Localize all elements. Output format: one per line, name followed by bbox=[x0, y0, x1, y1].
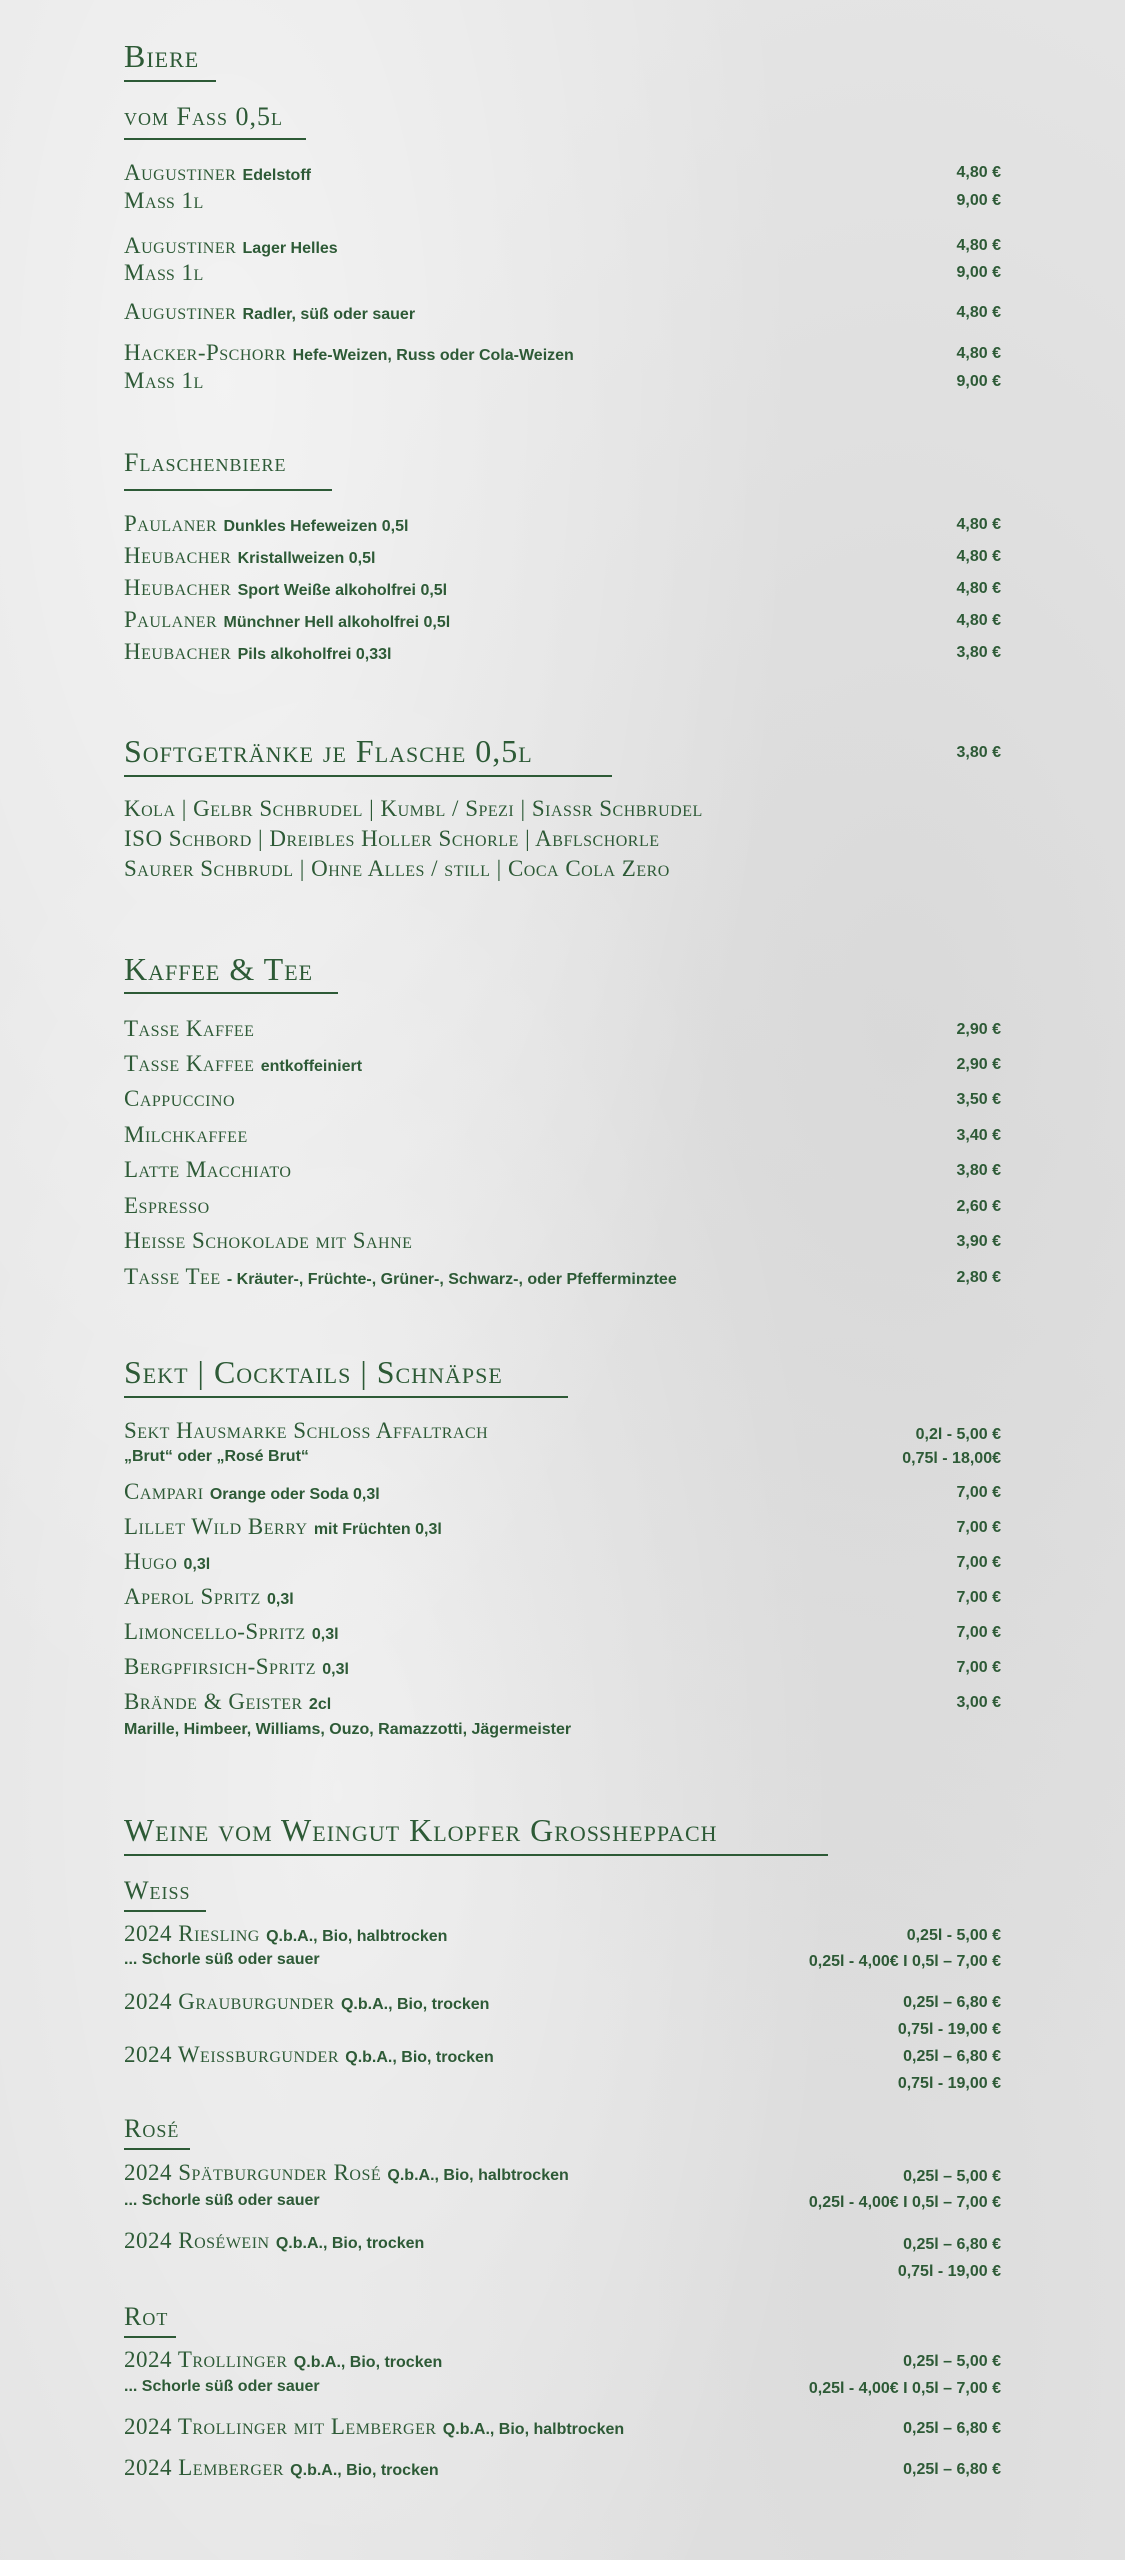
title-underline bbox=[124, 1854, 828, 1856]
item-name: 2024 Roséwein Q.b.A., Bio, trocken bbox=[124, 2228, 425, 2253]
item-price: 7,00 € bbox=[956, 1589, 1001, 1606]
item-price: 7,00 € bbox=[956, 1484, 1001, 1501]
soft-line-3: Saurer Schbrudl | Ohne Alles / still | Coca Cola Zero bbox=[124, 856, 670, 881]
item-name: Espresso bbox=[124, 1193, 210, 1218]
item-desc: - Kräuter-, Früchte-, Grüner-, Schwarz-, oder Pfefferminztee bbox=[226, 1271, 677, 1288]
soft-price: 3,80 € bbox=[956, 744, 1001, 761]
item-desc: Dunkles Hefeweizen 0,5l bbox=[223, 518, 409, 535]
item-desc: Lager Helles bbox=[242, 240, 338, 257]
item-price: 3,00 € bbox=[956, 1694, 1001, 1711]
item-name: Bergpfirsich-Spritz 0,3l bbox=[124, 1654, 349, 1679]
item-desc: Q.b.A., Bio, trocken bbox=[275, 2235, 425, 2252]
item-name: Heubacher Sport Weiße alkoholfrei 0,5l bbox=[124, 575, 448, 600]
item-price: 4,80 € bbox=[956, 237, 1001, 254]
item-name: Cappuccino bbox=[124, 1086, 236, 1111]
item-price: 0,25l – 6,80 € bbox=[903, 2236, 1001, 2253]
item-name: Augustiner Lager Helles bbox=[124, 233, 338, 258]
item-price: 7,00 € bbox=[956, 1659, 1001, 1676]
item-price: 2,60 € bbox=[956, 1198, 1001, 1215]
item-name: Hugo 0,3l bbox=[124, 1549, 211, 1574]
item-desc: 0,3l bbox=[267, 1591, 294, 1608]
item-name: Tasse Kaffee bbox=[124, 1016, 255, 1041]
item-name: Paulaner Münchner Hell alkoholfrei 0,5l bbox=[124, 607, 451, 632]
title-underline bbox=[124, 1396, 568, 1398]
item-price: 0,75l - 19,00 € bbox=[897, 2075, 1001, 2092]
item-price: 9,00 € bbox=[956, 192, 1001, 209]
item-price: 0,25l – 6,80 € bbox=[903, 2420, 1001, 2437]
item-price: 7,00 € bbox=[956, 1554, 1001, 1571]
item-price: 0,25l – 5,00 € bbox=[903, 2168, 1001, 2185]
item-desc: Q.b.A., Bio, halbtrocken bbox=[266, 1928, 448, 1945]
item-name: Paulaner Dunkles Hefeweizen 0,5l bbox=[124, 511, 409, 536]
item-name: Aperol Spritz 0,3l bbox=[124, 1584, 294, 1609]
item-desc: entkoffeiniert bbox=[260, 1058, 363, 1075]
item-price: 0,2l - 5,00 € bbox=[915, 1426, 1001, 1443]
subsection-title-rot: Rot bbox=[124, 2302, 169, 2331]
subsection-title-vom-fass: vom Fass 0,5l bbox=[124, 102, 283, 131]
item-price: 0,25l – 6,80 € bbox=[903, 1994, 1001, 2011]
item-price: 2,80 € bbox=[956, 1269, 1001, 1286]
item-price: 2,90 € bbox=[956, 1056, 1001, 1073]
item-name: Milchkaffee bbox=[124, 1122, 248, 1147]
item-name: 2024 Riesling Q.b.A., Bio, halbtrocken bbox=[124, 1921, 448, 1946]
item-name: 2024 Spätburgunder Rosé Q.b.A., Bio, halbtrocken bbox=[124, 2160, 569, 2185]
item-name: Maß 1l bbox=[124, 188, 204, 213]
item-price: 3,40 € bbox=[956, 1127, 1001, 1144]
item-desc: Q.b.A., Bio, trocken bbox=[290, 2462, 439, 2479]
item-desc: mit Früchten 0,3l bbox=[313, 1521, 442, 1538]
item-price: 4,80 € bbox=[956, 304, 1001, 321]
item-desc: 0,3l bbox=[311, 1626, 339, 1643]
soft-line-1: Kola | Gelbr Schbrudel | Kumbl / Spezi | Siassr Schbrudel bbox=[124, 796, 703, 821]
item-name: Hacker-Pschorr Hefe-Weizen, Russ oder Cola-Weizen bbox=[124, 340, 574, 365]
item-price: 0,25l – 5,00 € bbox=[903, 2353, 1001, 2370]
item-price: 9,00 € bbox=[956, 264, 1001, 281]
item-price: 9,00 € bbox=[956, 373, 1001, 390]
subsection-title-weiss: Weiss bbox=[124, 1876, 191, 1905]
item-name: Heubacher Pils alkoholfrei 0,33l bbox=[124, 639, 392, 664]
item-name: Maß 1l bbox=[124, 368, 204, 393]
item-price: 7,00 € bbox=[956, 1624, 1001, 1641]
item-price: 7,00 € bbox=[956, 1519, 1001, 1536]
title-underline bbox=[124, 2336, 176, 2338]
item-desc: Q.b.A., Bio, trocken bbox=[340, 1996, 490, 2013]
item-desc: Q.b.A., Bio, trocken bbox=[293, 2354, 443, 2371]
soft-line-2: ISO Schbord | Dreibles Holler Schorle | Abflschorle bbox=[124, 826, 660, 851]
item-name: Tasse Kaffee entkoffeiniert bbox=[124, 1051, 363, 1076]
item-desc: Kristallweizen 0,5l bbox=[237, 550, 376, 567]
item-price: 4,80 € bbox=[956, 612, 1001, 629]
subsection-title-rose: Rosé bbox=[124, 2114, 180, 2143]
title-underline bbox=[124, 138, 306, 140]
item-desc: Q.b.A., Bio, halbtrocken bbox=[442, 2421, 625, 2438]
item-sub: Marille, Himbeer, Williams, Ouzo, Ramazzotti, Jägermeister bbox=[124, 1721, 572, 1738]
item-price: 0,25l - 4,00€ I 0,5l – 7,00 € bbox=[808, 2380, 1001, 2397]
item-name: Latte Macchiato bbox=[124, 1157, 292, 1182]
item-name: 2024 Weissburgunder Q.b.A., Bio, trocken bbox=[124, 2042, 494, 2067]
item-desc: Q.b.A., Bio, halbtrocken bbox=[387, 2167, 569, 2184]
item-name: Maß 1l bbox=[124, 260, 204, 285]
item-price: 3,80 € bbox=[956, 644, 1001, 661]
item-desc: Pils alkoholfrei 0,33l bbox=[237, 646, 392, 663]
section-title-softgetraenke: Softgetränke je Flasche 0,5l bbox=[124, 733, 533, 769]
item-desc: 0,3l bbox=[183, 1556, 211, 1573]
item-name: Limoncello-Spritz 0,3l bbox=[124, 1619, 339, 1644]
item-sub: ... Schorle süß oder sauer bbox=[124, 2192, 320, 2209]
item-price: 3,80 € bbox=[956, 1162, 1001, 1179]
item-price: 2,90 € bbox=[956, 1021, 1001, 1038]
section-title-kaffee-tee: Kaffee & Tee bbox=[124, 951, 314, 987]
item-name: Augustiner Edelstoff bbox=[124, 160, 311, 185]
item-price: 0,25l – 6,80 € bbox=[903, 2048, 1001, 2065]
section-title-flaschenbiere: Flaschenbiere bbox=[124, 448, 287, 477]
item-desc: Orange oder Soda 0,3l bbox=[209, 1486, 380, 1503]
item-desc: 2cl bbox=[308, 1696, 332, 1713]
item-price: 0,25l – 6,80 € bbox=[903, 2461, 1001, 2478]
title-underline bbox=[124, 1910, 206, 1912]
title-underline bbox=[124, 489, 332, 491]
item-desc: Münchner Hell alkoholfrei 0,5l bbox=[223, 614, 451, 631]
item-price: 0,75l - 19,00 € bbox=[897, 2021, 1001, 2038]
item-name: Lillet Wild Berry mit Früchten 0,3l bbox=[124, 1514, 442, 1539]
item-desc: Sport Weiße alkoholfrei 0,5l bbox=[237, 582, 448, 599]
item-name: Campari Orange oder Soda 0,3l bbox=[124, 1479, 380, 1504]
item-name: 2024 Trollinger Q.b.A., Bio, trocken bbox=[124, 2347, 443, 2372]
item-price: 4,80 € bbox=[956, 516, 1001, 533]
item-price: 3,90 € bbox=[956, 1233, 1001, 1250]
item-price: 0,75l - 19,00 € bbox=[897, 2263, 1001, 2280]
item-name: 2024 Lemberger Q.b.A., Bio, trocken bbox=[124, 2455, 439, 2480]
item-desc: Q.b.A., Bio, trocken bbox=[345, 2049, 494, 2066]
item-price: 3,50 € bbox=[956, 1091, 1001, 1108]
item-sub: ... Schorle süß oder sauer bbox=[124, 2378, 320, 2395]
item-price: 0,75l - 18,00€ bbox=[902, 1450, 1001, 1467]
item-desc: Radler, süß oder sauer bbox=[242, 306, 416, 323]
item-price: 4,80 € bbox=[956, 548, 1001, 565]
item-sub: „Brut“ oder „Rosé Brut“ bbox=[124, 1448, 309, 1465]
item-desc: Hefe-Weizen, Russ oder Cola-Weizen bbox=[292, 347, 574, 364]
item-price: 0,25l - 5,00 € bbox=[906, 1927, 1001, 1944]
item-price: 4,80 € bbox=[956, 164, 1001, 181]
item-name: Heiße Schokolade mit Sahne bbox=[124, 1228, 413, 1253]
title-underline bbox=[124, 80, 216, 82]
item-name: Tasse Tee - Kräuter-, Früchte-, Grüner-, Schwarz-, oder Pfefferminztee bbox=[124, 1264, 677, 1289]
section-title-biere: Biere bbox=[124, 38, 200, 74]
item-price: 4,80 € bbox=[956, 580, 1001, 597]
title-underline bbox=[124, 992, 338, 994]
item-name: Brände & Geister 2cl bbox=[124, 1689, 332, 1714]
section-title-sekt: Sekt | Cocktails | Schnäpse bbox=[124, 1354, 503, 1390]
item-name: Heubacher Kristallweizen 0,5l bbox=[124, 543, 376, 568]
item-desc: 0,3l bbox=[322, 1661, 349, 1678]
item-sub: ... Schorle süß oder sauer bbox=[124, 1951, 320, 1968]
item-price: 0,25l - 4,00€ I 0,5l – 7,00 € bbox=[808, 1953, 1001, 1970]
item-name: Sekt Hausmarke Schloss Affaltrach bbox=[124, 1418, 489, 1443]
item-name: Augustiner Radler, süß oder sauer bbox=[124, 299, 416, 324]
item-price: 0,25l - 4,00€ I 0,5l – 7,00 € bbox=[808, 2194, 1001, 2211]
section-title-weine: Weine vom Weingut Klopfer Großheppach bbox=[124, 1812, 718, 1848]
item-price: 4,80 € bbox=[956, 345, 1001, 362]
item-name: 2024 Trollinger mit Lemberger Q.b.A., Bio, halbtrocken bbox=[124, 2414, 625, 2439]
title-underline bbox=[124, 2148, 190, 2150]
title-underline bbox=[124, 775, 612, 777]
item-name: 2024 Grauburgunder Q.b.A., Bio, trocken bbox=[124, 1989, 490, 2014]
item-desc: Edelstoff bbox=[242, 167, 311, 184]
